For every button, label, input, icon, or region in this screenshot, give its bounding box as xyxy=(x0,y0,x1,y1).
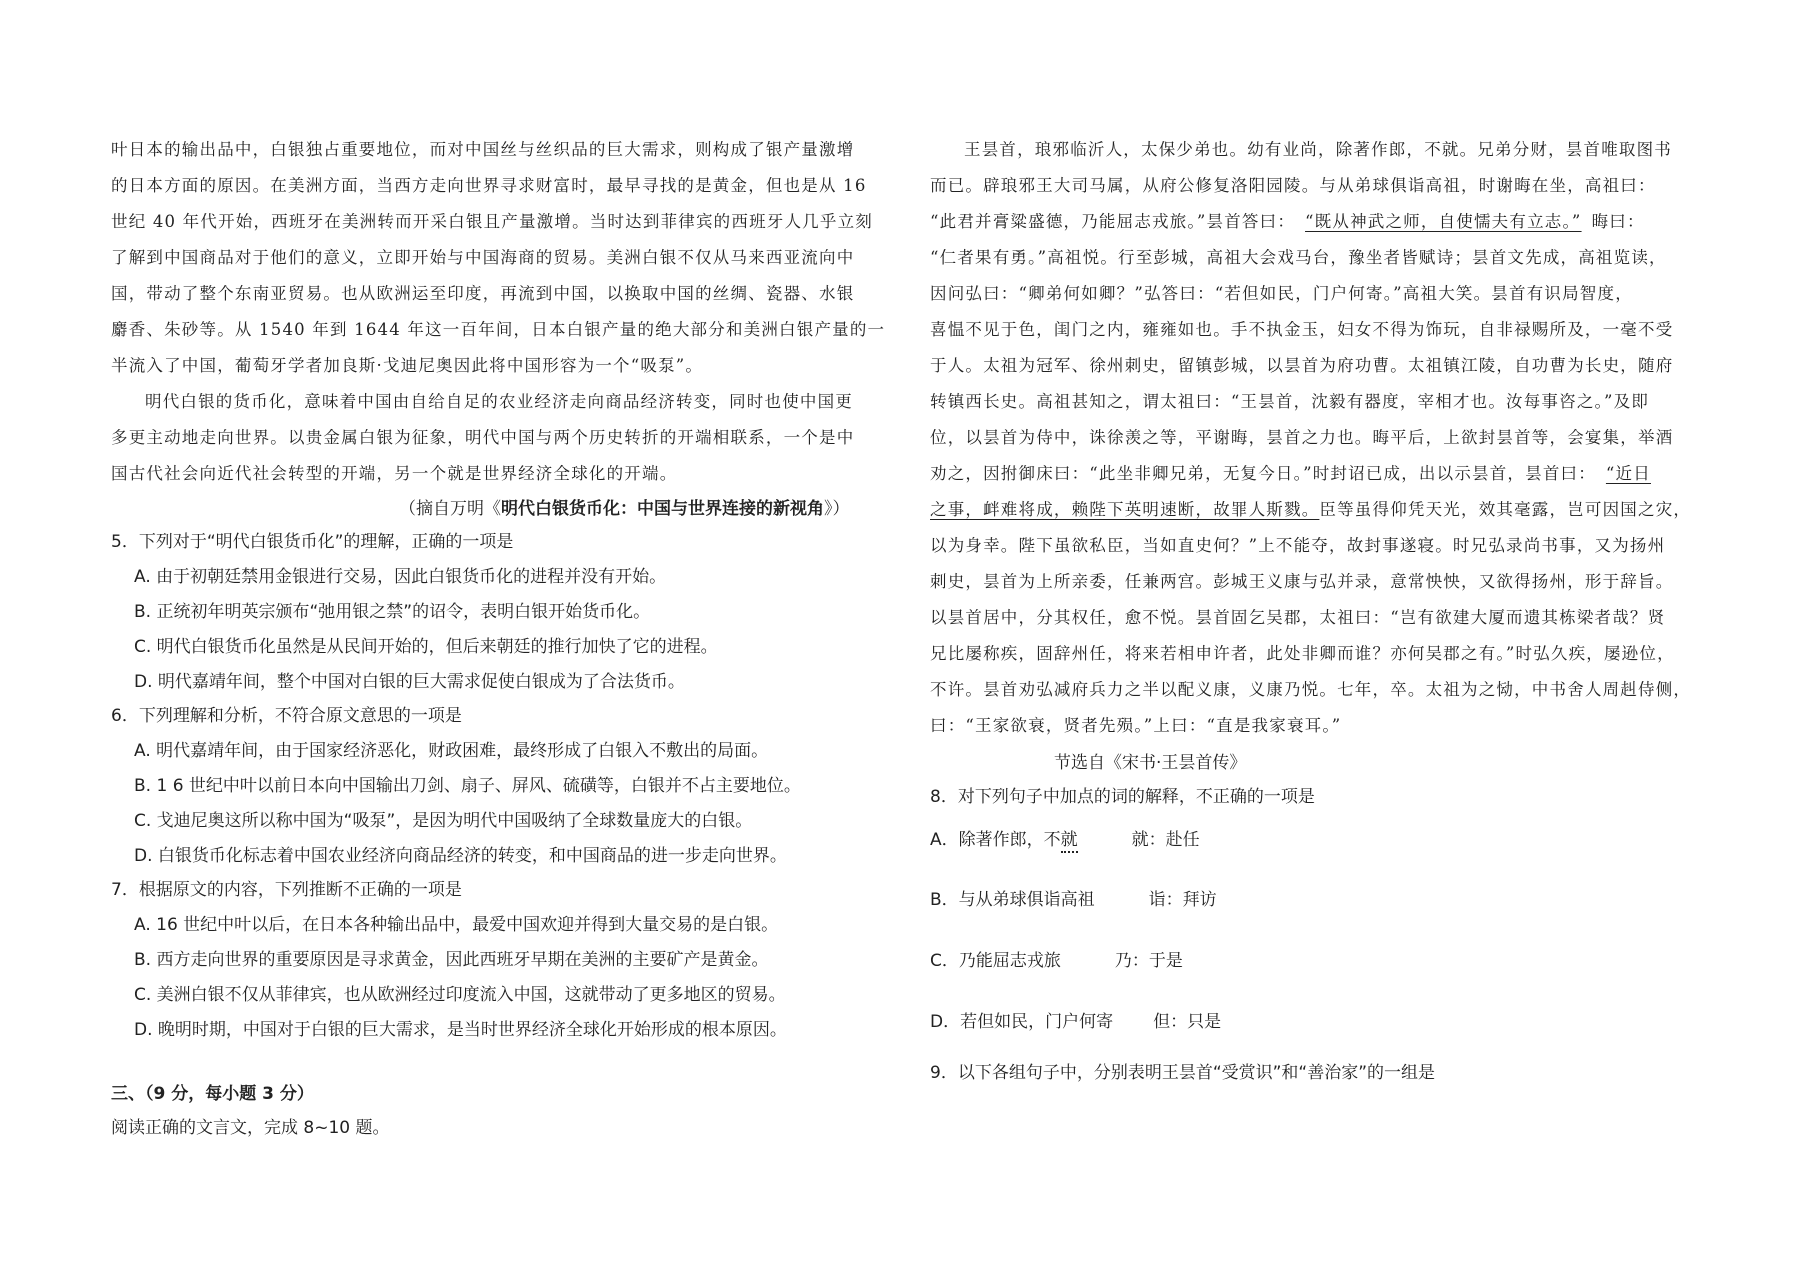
question-7-option-a: A. 16 世纪中叶以后，在日本各种输出品中，最爱中国欢迎并得到大量交易的是白银。 xyxy=(134,915,779,935)
classical-passage-line: 以昙首居中，分其权任，愈不悦。昙首固乞吴郡，太祖曰：“岂有欲建大厦而遗其栋梁者哉？贤 xyxy=(930,608,1666,627)
passage-line: 半流入了中国，葡萄牙学者加良斯·戈迪尼奥因此将中国形容为一个“吸泵”。 xyxy=(111,356,704,375)
question-6-option-c: C. 戈迪尼奥这所以称中国为“吸泵”，是因为明代中国吸纳了全球数量庞大的白银。 xyxy=(134,811,753,831)
classical-passage-line: 刺史，昙首为上所亲委，任兼两宫。彭城王义康与弘并录，意常怏怏，又欲得扬州，形于辞旨。 xyxy=(930,572,1674,591)
question-6-stem: 6．下列理解和分析，不符合原文意思的一项是 xyxy=(111,706,462,726)
passage-source: （摘自万明《明代白银货币化：中国与世界连接的新视角》） xyxy=(399,499,850,519)
question-5-option-a: A. 由于初朝廷禁用金银进行交易，因此白银货币化的进程并没有开始。 xyxy=(134,567,667,587)
underlined-sentence-2b: 之事，衅难将成，赖陛下英明速断，故罪人斯戮。 xyxy=(930,500,1320,519)
classical-passage-line: 王昙首，琅邪临沂人，太保少弟也。幼有业尚，除著作郎，不就。兄弟分财，昙首唯取图书 xyxy=(964,140,1672,159)
passage-line: 了解到中国商品对于他们的意义，立即开始与中国海商的贸易。美洲白银不仅从马来西亚流向中 xyxy=(111,248,855,267)
classical-passage-line: 而已。辟琅邪王大司马属，从府公修复洛阳园陵。与从弟球俱诣高祖，时谢晦在坐，高祖曰： xyxy=(930,176,1656,195)
question-8-option-a: A．除著作郎，不就 就：赴任 xyxy=(930,830,1200,850)
classical-passage-source: 节选自《宋书·王昙首传》 xyxy=(1054,753,1247,773)
question-6-option-a: A. 明代嘉靖年间，由于国家经济恶化，财政困难，最终形成了白银入不敷出的局面。 xyxy=(134,741,769,761)
question-5-option-b: B. 正统初年明英宗颁布“弛用银之禁”的诏令，表明白银开始货币化。 xyxy=(134,602,651,622)
section-3-instruction: 阅读正确的文言文，完成 8~10 题。 xyxy=(111,1118,390,1138)
passage-line: 叶日本的输出品中，白银独占重要地位，而对中国丝与丝织品的巨大需求，则构成了银产量激增 xyxy=(111,140,855,159)
classical-passage-line: 喜愠不见于色，闺门之内，雍雍如也。手不执金玉，妇女不得为饰玩，自非禄赐所及，一毫不受 xyxy=(930,320,1674,339)
passage-line: 国古代社会向近代社会转型的开端，另一个就是世界经济全球化的开端。 xyxy=(111,464,678,483)
passage-line: 多更主动地走向世界。以贵金属白银为征象，明代中国与两个历史转折的开端相联系，一个是中 xyxy=(111,428,855,447)
question-6-option-d: D. 白银货币化标志着中国农业经济向商品经济的转变，和中国商品的进一步走向世界。 xyxy=(134,846,787,866)
dotted-word: 就 xyxy=(1061,830,1078,853)
question-8-option-b: B．与从弟球俱诣高祖 诣：拜访 xyxy=(930,890,1217,910)
question-7-stem: 7．根据原文的内容，下列推断不正确的一项是 xyxy=(111,880,462,900)
question-5-option-c: C. 明代白银货币化虽然是从民间开始的，但后来朝廷的推行加快了它的进程。 xyxy=(134,637,718,657)
passage-line: 明代白银的货币化，意味着中国由自给自足的农业经济走向商品经济转变，同时也使中国更 xyxy=(145,392,853,411)
question-9-stem: 9．以下各组句子中，分别表明王昙首“受赏识”和“善治家”的一组是 xyxy=(930,1063,1436,1083)
classical-passage-line: 因问弘曰：“卿弟何如卿？”弘答曰：“若但如民，门户何寄。”高祖大笑。昙首有识局智度， xyxy=(930,284,1633,303)
question-8-option-c: C．乃能屈志戎旅 乃：于是 xyxy=(930,951,1183,971)
question-5-stem: 5．下列对于“明代白银货币化”的理解，正确的一项是 xyxy=(111,532,514,552)
classical-passage-line: 劝之，因拊御床曰：“此坐非卿兄弟，无复今日。”时封诏已成，出以示昙首，昙首曰： “近日 xyxy=(930,464,1651,483)
question-5-option-d: D. 明代嘉靖年间，整个中国对白银的巨大需求促使白银成为了合法货币。 xyxy=(134,672,685,692)
classical-passage-line: 兄比屡称疾，固辞州任，将来若相申许者，此处非卿而谁？亦何吴郡之有。”时弘久疾，屡逊位， xyxy=(930,644,1675,663)
passage-line: 国，带动了整个东南亚贸易。也从欧洲运至印度，再流到中国，以换取中国的丝绸、瓷器、水银 xyxy=(111,284,855,303)
question-7-option-c: C. 美洲白银不仅从菲律宾，也从欧洲经过印度流入中国，这就带动了更多地区的贸易。 xyxy=(134,985,786,1005)
classical-passage-line: “仁者果有勇。”高祖悦。行至彭城，高祖大会戏马台，豫坐者皆赋诗；昙首文先成，高祖览读， xyxy=(930,248,1667,267)
passage-line: 麝香、朱砂等。从 1540 年到 1644 年这一百年间，日本白银产量的绝大部分和美洲白银产量的一 xyxy=(111,320,886,339)
classical-passage-line: 之事，衅难将成，赖陛下英明速断，故罪人斯戮。臣等虽得仰凭天光，效其毫露，岂可因国之灾， xyxy=(930,500,1692,519)
classical-passage-line: 位，以昙首为侍中，诛徐羡之等，平谢晦，昙首之力也。晦平后，上欲封昙首等，会宴集，举酒 xyxy=(930,428,1674,447)
underlined-sentence-2a: “近日 xyxy=(1605,464,1651,483)
classical-passage-line: 转镇西长史。高祖甚知之，谓太祖曰：“王昙首，沈毅有器度，宰相才也。汝每事咨之。”及即 xyxy=(930,392,1650,411)
question-7-option-b: B. 西方走向世界的重要原因是寻求黄金，因此西班牙早期在美洲的主要矿产是黄金。 xyxy=(134,950,769,970)
classical-passage-line: 以为身幸。陛下虽欲私臣，当如直史何？”上不能夺，故封事遂寝。时兄弘录尚书事，又为扬州 xyxy=(930,536,1666,555)
question-6-option-b: B. 1 6 世纪中叶以前日本向中国输出刀剑、扇子、屏风、硫磺等，白银并不占主要地位。 xyxy=(134,776,801,796)
question-8-stem: 8．对下列句子中加点的词的解释，不正确的一项是 xyxy=(930,787,1315,807)
classical-passage-line: 于人。太祖为冠军、徐州刺史，留镇彭城，以昙首为府功曹。太祖镇江陵，自功曹为长史，随府 xyxy=(930,356,1674,375)
section-3-title: 三、（9 分，每小题 3 分） xyxy=(111,1084,314,1104)
classical-passage-line: 曰：“王家欲衰，贤者先殒。”上曰：“直是我家衰耳。” xyxy=(930,716,1342,735)
classical-passage-line: 不许。昙首劝弘减府兵力之半以配义康，义康乃悦。七年，卒。太祖为之恸，中书舍人周赳侍侧， xyxy=(930,680,1692,699)
question-7-option-d: D. 晚明时期，中国对于白银的巨大需求，是当时世界经济全球化开始形成的根本原因。 xyxy=(134,1020,787,1040)
passage-line: 世纪 40 年代开始，西班牙在美洲转而开采白银且产量激增。当时达到菲律宾的西班牙人几乎立刻 xyxy=(111,212,873,231)
underlined-sentence-1: “既从神武之师，自使懦夫有立志。” xyxy=(1305,212,1582,231)
passage-line: 的日本方面的原因。在美洲方面，当西方走向世界寻求财富时，最早寻找的是黄金，但也是从 16 xyxy=(111,176,867,195)
question-8-option-d: D．若但如民，门户何寄 但：只是 xyxy=(930,1012,1222,1032)
classical-passage-line: “此君并膏粱盛德，乃能屈志戎旅。”昙首答曰： “既从神武之师，自使懦夫有立志。” 晦曰： xyxy=(930,212,1645,231)
source-title: 明代白银货币化：中国与世界连接的新视角 xyxy=(501,499,824,519)
